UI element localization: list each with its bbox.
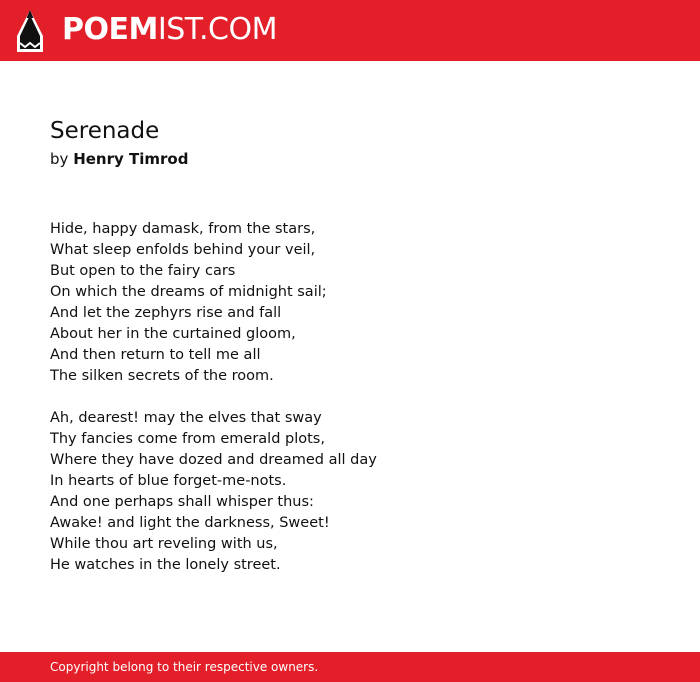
copyright-notice: Copyright belong to their respective owners. (50, 660, 319, 674)
site-footer (0, 652, 700, 682)
poem-line: Awake! and light the darkness, Sweet! (50, 515, 330, 531)
author-name: Henry Timrod (73, 150, 189, 168)
logo-light-text: IST.COM (157, 12, 277, 47)
stanza-2 (50, 408, 650, 576)
poem-line: But open to the fairy cars (50, 263, 236, 279)
byline-prefix: by (50, 150, 69, 168)
logo-bold-text: POEM (62, 12, 158, 47)
poem-line: And one perhaps shall whisper thus: (50, 494, 314, 510)
poem-line: And let the zephyrs rise and fall (50, 305, 282, 321)
poem-line: Hide, happy damask, from the stars, (50, 221, 316, 237)
pencil-tip-icon[interactable] (16, 9, 44, 53)
poem-line: He watches in the lonely street. (50, 557, 281, 573)
poem-title: Serenade (50, 118, 160, 144)
poem-line: And then return to tell me all (50, 347, 261, 363)
poem-line: About her in the curtained gloom, (50, 326, 296, 342)
poem-line: Where they have dozed and dreamed all day (50, 452, 377, 468)
poem-line: The silken secrets of the room. (50, 368, 274, 384)
site-header (0, 0, 700, 61)
byline (50, 149, 188, 169)
poem-line: In hearts of blue forget-me-nots. (50, 473, 287, 489)
poem-line: On which the dreams of midnight sail; (50, 284, 327, 300)
poem-line: Ah, dearest! may the elves that sway (50, 410, 322, 426)
site-logo[interactable] (62, 12, 277, 48)
poem-line: Thy fancies come from emerald plots, (50, 431, 325, 447)
poem-body (50, 219, 650, 597)
poem-line: What sleep enfolds behind your veil, (50, 242, 316, 258)
poem-line: While thou art reveling with us, (50, 536, 278, 552)
stanza-1 (50, 219, 650, 387)
